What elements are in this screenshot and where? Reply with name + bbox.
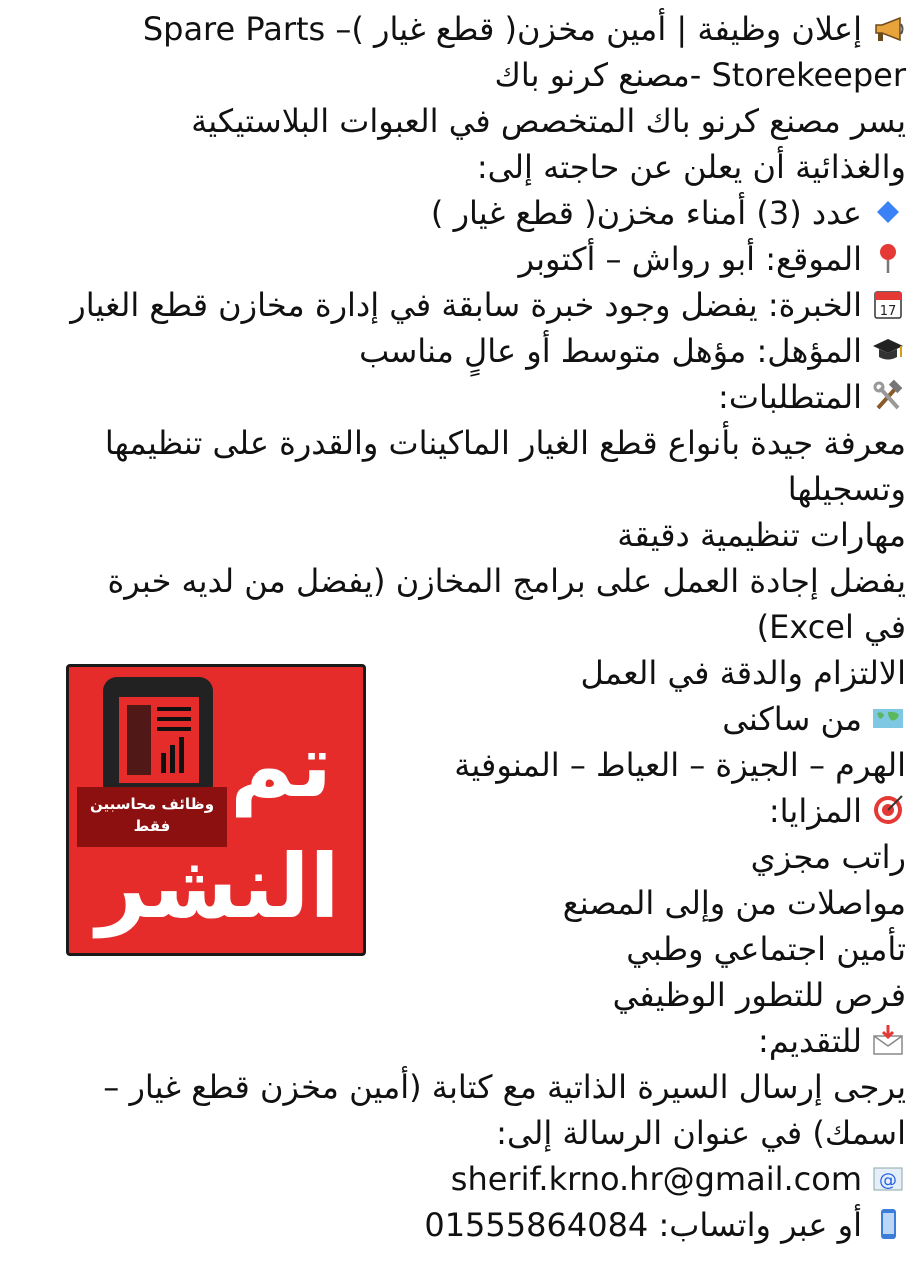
target-icon	[870, 792, 906, 828]
intro-line-1: يسر مصنع كرنو باك المتخصص في العبوات البلاستيكية	[191, 102, 906, 140]
published-stamp-image	[66, 664, 366, 956]
requirement-3-line-1: يفضل إجادة العمل على برامج المخازن (يفضل من لديه خبرة	[107, 562, 906, 600]
experience: 17 الخبرة: يفضل وجود خبرة سابقة في إدارة مخازن قطع الغيار	[16, 282, 906, 328]
svg-text:17: 17	[879, 304, 897, 319]
at-sign-icon	[870, 1160, 906, 1196]
stamp-word-2: النشر	[96, 835, 340, 938]
residents-heading: من ساكنى	[556, 696, 906, 742]
benefit-4: فرص للتطور الوظيفي	[612, 976, 906, 1014]
calendar-icon	[870, 286, 906, 322]
stamp-tag: وظائف محاسبين فقط	[77, 787, 227, 847]
blue-diamond-icon	[870, 194, 906, 230]
mobile-phone-icon	[870, 1206, 906, 1242]
requirement-3-line-2: في Excel)	[756, 608, 906, 646]
apply-heading: للتقديم:	[16, 1018, 906, 1064]
apply-line-2: اسمك) في عنوان الرسالة إلى:	[496, 1114, 906, 1152]
benefits-heading: المزايا:	[556, 788, 906, 834]
stamp-word-1: تم	[229, 714, 333, 817]
benefit-1: راتب مجزي	[750, 838, 906, 876]
vacancy-count: عدد (3) أمناء مخزن( قطع غيار )	[16, 190, 906, 236]
world-map-icon	[870, 700, 906, 736]
envelope-arrow-icon	[870, 1022, 906, 1058]
job-post	[16, 6, 906, 1248]
residents-areas: الهرم – الجيزة – العياط – المنوفية	[454, 746, 906, 784]
round-pushpin-icon	[870, 240, 906, 276]
benefit-2: مواصلات من وإلى المصنع	[562, 884, 906, 922]
requirement-2: مهارات تنظيمية دقيقة	[617, 516, 906, 554]
email-line	[16, 1156, 906, 1202]
title-line-2: Storekeeper -مصنع كرنو باك	[494, 56, 906, 94]
hammer-wrench-icon	[870, 378, 906, 414]
svg-text:@: @	[879, 1170, 897, 1191]
location: الموقع: أبو رواش – أكتوبر	[16, 236, 906, 282]
benefit-3: تأمين اجتماعي وطبي	[626, 930, 906, 968]
megaphone-icon	[870, 10, 906, 46]
email-address[interactable]: sherif.krno.hr@gmail.com	[450, 1160, 862, 1198]
requirement-1-line-2: وتسجيلها	[787, 470, 906, 508]
requirement-1-line-1: معرفة جيدة بأنواع قطع الغيار الماكينات والقدرة على تنظيمها	[104, 424, 906, 462]
intro-line-2: والغذائية أن يعلن عن حاجته إلى:	[476, 148, 906, 186]
requirements-heading: المتطلبات:	[16, 374, 906, 420]
qualification: المؤهل: مؤهل متوسط أو عالٍ مناسب	[16, 328, 906, 374]
apply-line-1: يرجى إرسال السيرة الذاتية مع كتابة (أمين مخزن قطع غيار –	[103, 1068, 906, 1106]
requirement-4: الالتزام والدقة في العمل	[580, 654, 906, 692]
whatsapp-line: أو عبر واتساب: 01555864084	[16, 1202, 906, 1248]
graduation-cap-icon	[870, 332, 906, 368]
title-line-1: إعلان وظيفة | أمين مخزن( قطع غيار )– Spare Parts	[16, 6, 906, 52]
